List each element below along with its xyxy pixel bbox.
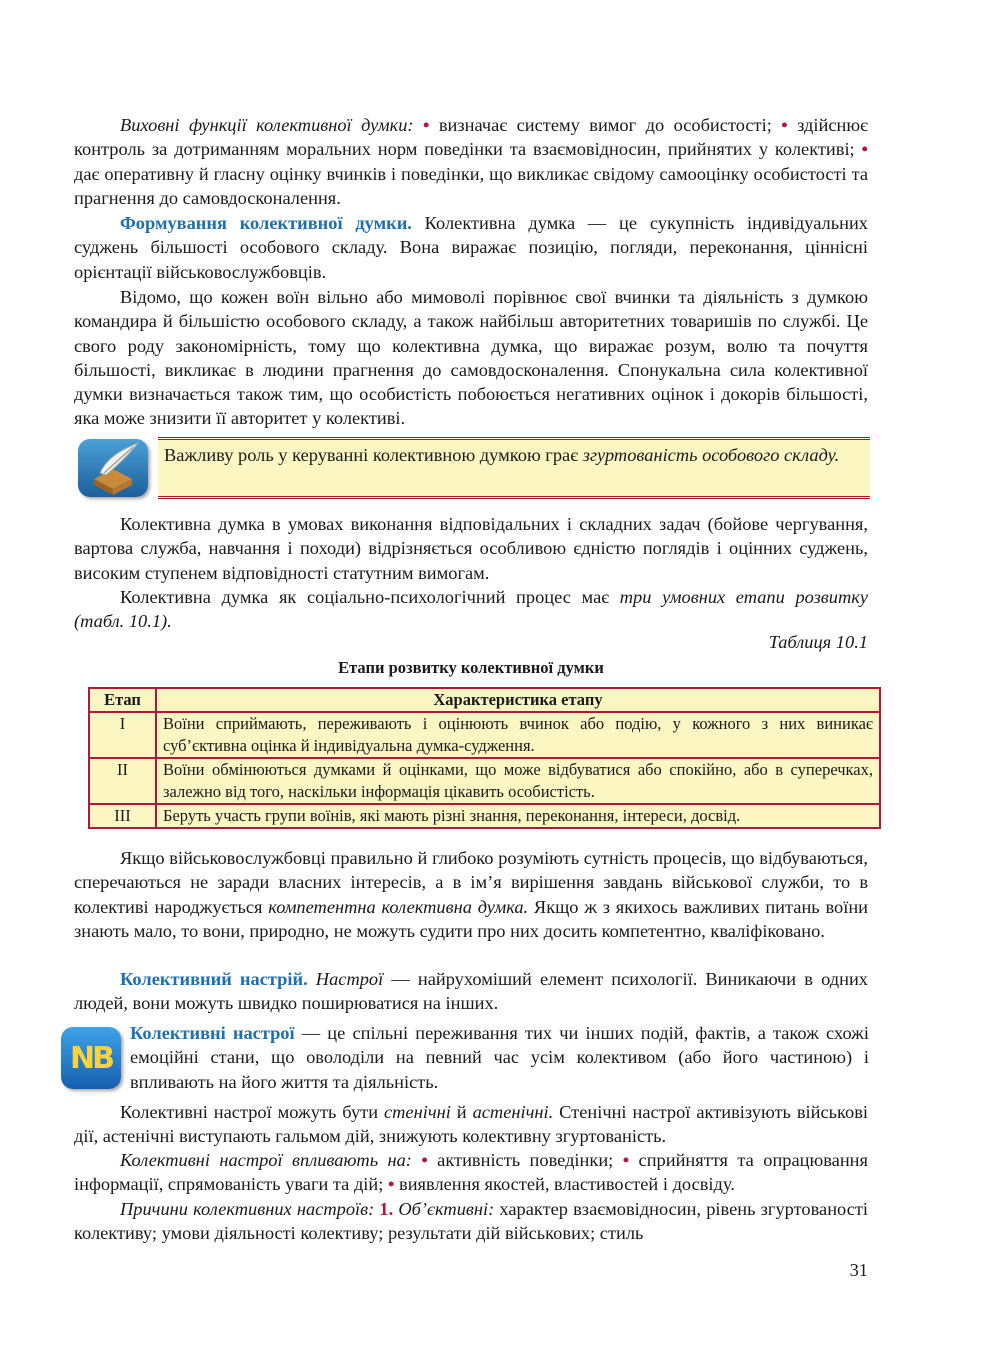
- text-run: Якщо ж з якихось важливих питань воїни знають мало, то вони, природно, не можуть судити про них досить компетентно, кваліфіковано.: [74, 896, 869, 941]
- table-row: [89, 804, 880, 828]
- paragraph-comparison: Відомо, що кожен воїн вільно або мимоволі порівнює свої вчинки та діяльність з думкою командира й більшістю особового складу, а також найбільш авторитетних товаришів по службі. Це свого роду закономірність, тому що колективна думка, що виражає розум, волю та почуття більшості, викликає в людини прагнення до самовдосконалення. Спонукальна сила колективної думки визначається також тим, що особистість побоюється негативних оцінок і докорів більшості, яка може знизити її авторитет у колективі.: [74, 287, 868, 429]
- paragraph-forming-opinion: [74, 211, 868, 284]
- emphasis: Настрої: [307, 969, 384, 989]
- emphasis: Об’єктивні:: [393, 1199, 495, 1219]
- stage-description: Беруть участь групи воїнів, які мають різні знання, переконання, інтереси, досвід.: [156, 804, 880, 828]
- stage-number: I: [89, 712, 156, 758]
- text-run: активність поведінки;: [427, 1150, 623, 1170]
- column-header-description: Характеристика етапу: [156, 688, 880, 712]
- stages-table: [88, 687, 881, 829]
- paragraph-mood-influence: [74, 1148, 868, 1197]
- table-header-row: [89, 688, 880, 712]
- nb-icon: NB: [61, 1027, 121, 1089]
- bullet: •: [781, 115, 788, 135]
- paragraph-unity: Колективна думка в умовах виконання відповідальних і складних задач (бойове чергування, вартова служба, навчання і походи) відрізняється особливою єдністю поглядів і оцінних суджень, високим ступенем відповідності статутним вимогам.: [74, 514, 868, 583]
- table-row: [89, 758, 880, 804]
- text-run: — найрухоміший елемент психології. Виникаючи в одних людей, вони можуть швидко поширюватися на інших.: [74, 969, 868, 1014]
- stage-description: Воїни сприймають, переживають і оцінюють вчинок або подію, у кожного з них виникає суб’єктивна оцінка й індивідуальна думка-судження.: [156, 712, 880, 758]
- text-run: Важливу роль у керуванні колективною думкою грає: [164, 445, 583, 465]
- text-run: Колективні настрої можуть бути: [120, 1102, 384, 1122]
- paragraph-sthenic: [74, 1100, 868, 1149]
- paragraph-mood-causes: [74, 1197, 868, 1246]
- text-run: здійснює контроль за дотриманням моральних норм поведінки та взаємовідносин, прийнятих у колективі;: [74, 115, 868, 160]
- stage-number: II: [89, 758, 156, 804]
- text-run: й: [450, 1102, 473, 1122]
- paragraph-educational-functions: [74, 113, 868, 210]
- paragraph-label: Причини колективних настроїв:: [120, 1199, 375, 1219]
- bullet: •: [622, 1150, 630, 1170]
- section-heading: Колективний настрій.: [120, 969, 308, 989]
- text-run: Колективна думка — це сукупність індивідуальних суджень більшості особового складу. Вона виражає позицію, погляди, переконання, ціннісні орієнтації військовослужбовців.: [74, 213, 868, 282]
- text-run: виявлення якостей, властивостей і досвіду.: [394, 1174, 735, 1195]
- section-heading: Формування колективної думки.: [120, 213, 412, 233]
- feather-box-icon: [78, 439, 148, 497]
- paragraph-label: Колективні настрої впливають на:: [120, 1150, 412, 1170]
- bullet: •: [422, 115, 430, 135]
- stage-description: Воїни обмінюються думками й оцінками, що може відбуватися або спокійно, або в суперечках, залежно від того, наскільки інформація цікавить особистість.: [156, 758, 880, 804]
- column-header-stage: Етап: [89, 688, 156, 712]
- emphasis: компетентна колективна думка.: [268, 896, 529, 917]
- table-caption: Таблиця 10.1: [768, 632, 868, 652]
- text-run: Колективна думка як соціально-психологічний процес має: [120, 587, 620, 607]
- text-run: визначає систему вимог до особистості;: [429, 115, 782, 135]
- text-run: дає оперативну й гласну оцінку вчинків і поведінки, що викликає свідому самооцінку особистості та прагнення до самовдосконалення.: [74, 163, 868, 208]
- bullet: •: [387, 1174, 395, 1195]
- paragraph-collective-mood: [74, 967, 868, 1016]
- text-run: сприйняття та опрацювання інформації, спрямованість уваги та дій;: [74, 1150, 868, 1195]
- nb-definition: [130, 1021, 869, 1094]
- table-row: [89, 712, 880, 758]
- definition-term: Колективні настрої: [130, 1023, 295, 1043]
- paragraph-three-stages: [74, 585, 868, 634]
- note-emphasis: згуртованість особового складу.: [582, 445, 840, 465]
- emphasis: три умовних етапи розвитку (табл. 10.1).: [74, 587, 869, 632]
- bullet: •: [861, 139, 868, 160]
- page-number: 31: [849, 1260, 868, 1280]
- table-title: Етапи розвитку колективної думки: [338, 658, 604, 677]
- emphasis: астенічні.: [472, 1102, 554, 1122]
- list-number: 1.: [374, 1199, 394, 1219]
- text-run: Якщо військовослужбовці правильно й глибоко розуміють сутність процесів, що відбуваються, сперечаються не заради власних інтересів, а в ім’я вирішення завдань військової служби, то в колективі народжується: [74, 848, 868, 917]
- text-run: Стенічні настрої активізують військові дії, астенічні виступають гальмом дій, знижують колективну згуртованість.: [74, 1102, 868, 1147]
- stage-number: III: [89, 804, 156, 828]
- text-run: характер взаємовідносин, рівень згуртованості колективу; умови діяльності колективу; результати дій військових; стиль: [74, 1199, 869, 1244]
- note-text: [164, 443, 870, 467]
- emphasis: стенічні: [383, 1102, 451, 1122]
- bullet: •: [421, 1150, 428, 1170]
- paragraph-label: Виховні функції колективної думки:: [120, 115, 414, 135]
- paragraph-competent-opinion: [74, 846, 868, 943]
- text-run: — це спільні переживання тих чи інших подій, фактів, а також схожі емоційні стани, що оволоділи на певний час усім колективом (або його частиною) і впливають на його життя та діяльність.: [130, 1023, 869, 1092]
